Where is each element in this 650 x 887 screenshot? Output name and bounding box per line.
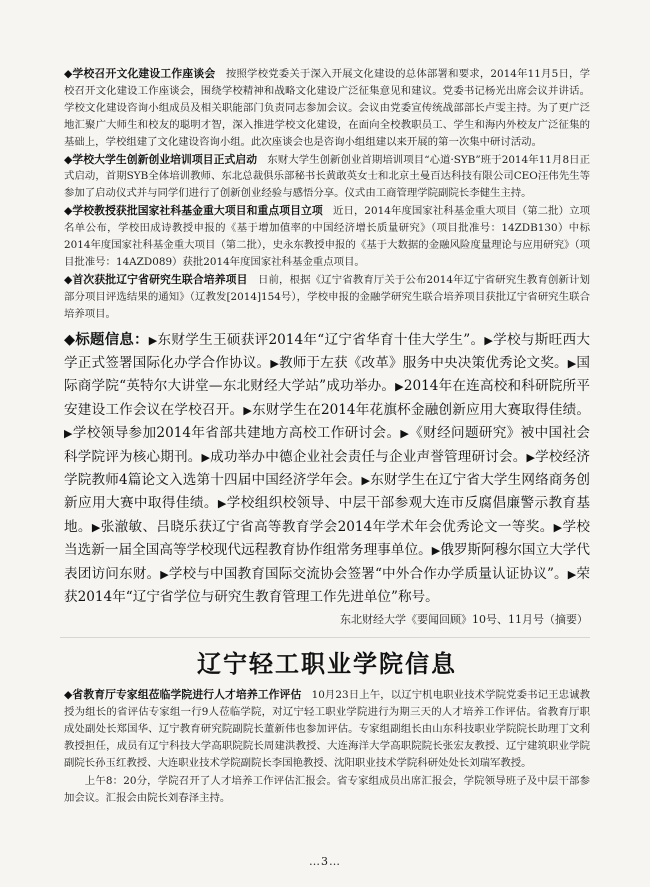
headline-entry: 《财经问题研究》被中国社会科学院评为核心期刊。 [64,425,591,465]
news-item-social-science-fund [64,203,590,271]
headline-arrow-icon: ▶ [567,567,577,581]
headline-arrow-icon: ▶ [160,567,169,581]
headline-entry: 学校组织校领导、中层干部参观大连市反腐倡廉警示教育基地。 [64,495,591,535]
headline-arrow-icon: ▶ [64,427,73,441]
headline-arrow-icon: ▶ [361,474,371,488]
headline-arrow-icon: ▶ [243,403,252,417]
headline-arrow-icon: ▶ [217,497,227,511]
headline-arrow-icon: ▶ [270,357,279,370]
headline-entry: 东财学生王硕获评2014年“辽宁省华育十佳大学生”。 [157,331,485,348]
headline-arrow-icon: ▶ [148,333,158,347]
headline-entry: 学校与中国教育国际交流协会签署“中外合作办学质量认证协议”。 [168,565,568,582]
news-item-evaluation [64,687,590,772]
headline-entry: 教师于左获《改革》服务中央决策优秀论文奖。 [278,355,568,371]
headline-arrow-icon: ▶ [201,450,211,464]
section-title: 辽宁轻工职业学院信息 [197,650,457,679]
headline-entry: 学校经济学院教师4篇论文入选第十四届中国经济学年会。 [64,448,590,489]
news-heading: ◆首次获批辽宁省研究生联合培养项目 [64,272,248,286]
headline-arrow-icon: ▶ [91,520,101,534]
headline-entry: 学校当选新一届全国高等学校现代远程教育协作组常务理事单位。 [64,518,591,559]
news-body: 日前，根据《辽宁省教育厅关于公布2014年辽宁省研究生教育创新计划部分项目评选结果的通知》（辽教发[2014]154号），学校申报的金融学研究生联合培养项目获批辽宁省研究生联合培养项目。 [64,273,590,320]
news-body: 上午8：20分，学院召开了人才培养工作评估汇报会。省专家组成员出席汇报会，学院领导班子及中层干部参加会议。汇报会由院长刘春泽主持。 [64,775,590,804]
page-number: …3… [309,855,341,868]
news-item-culture-forum [64,66,590,151]
headline-entry: 俄罗斯阿穆尔国立大学代表团访问东财。 [64,542,591,582]
headline-arrow-icon: ▶ [395,380,404,394]
headline-entry: 2014年在连高校和科研院所平安建设工作会议在学校召开。 [64,378,590,418]
headline-arrow-icon: ▶ [400,427,410,441]
headline-list [64,332,590,605]
headline-entry: 学校与斯旺西大学正式签署国际化办学合作协议。 [64,331,590,371]
news-heading: ◆省教育厅专家组莅临学院进行人才培养工作评估 [64,688,302,702]
news-heading: ◆学校召开文化建设工作座谈会 [64,67,216,80]
headline-arrow-icon: ▶ [526,450,536,464]
news-heading: ◆学校大学生创新创业培训项目正式启动 [64,152,258,166]
news-body: 10月23日上午，以辽宁机电职业技术学院党委书记王忠诚教授为组长的省评估专家组一行9人莅临学院，对辽宁轻工职业学院进行为期三天的人才培养工作评估。省教育厅职成处副处长郑国华、辽宁教育研究院副院长董新伟也参加评估。专家组副组长由山东科技职业学院院长助理丁文利教授担任，成员有辽宁科技大学高职院院长周建洪教授、大连海洋大学高职院院长张宏友教授、辽宁建筑职业学院副院长孙玉红教授、大连职业技术学院副院长李国艳教授、沈阳职业技术学院科研处处长刘瑞军教授。 [64,689,590,770]
headline-arrow-icon: ▶ [431,544,441,558]
headline-arrow-icon: ▶ [567,357,577,370]
headline-arrow-icon: ▶ [553,520,563,534]
headline-info-block [64,329,590,609]
headline-entry: 成功举办中德企业社会责任与企业声誉管理研讨会。 [210,448,527,465]
news-body: 东财大学生创新创业首期培训项目“心道·SYB”班于2014年11月8日正式启动，首期SYB全体培训教师、东北总裁俱乐部秘书长黄敢英女士和北京土曼百达科技有限公司CEO汪伟先生等参加了启动仪式并与同学们进行了创新创业经验与感悟分享。仪式由工商管理学院副院长李健生主持。 [64,153,590,200]
section-divider [60,637,590,638]
headline-entry: 张澈敏、吕晓乐获辽宁省高等教育学会2014年学术年会优秀论文一等奖。 [100,518,554,535]
headline-entry: 国际商学院“英特尔大讲堂—东北财经大学站”成功举办。 [64,355,590,395]
news-body: 按照学校党委关于深入开展文化建设的总体部署和要求，2014年11月5日，学校召开文化建设工作座谈会，围绕学校精神和战略文化建设广泛征集意见和建议。党委书记杨光出席会议并讲话。学校文化建设咨询小组成员及相关职能部门负责同志参加会议。会议由党委宣传统战部部长卢雯主持。为了更广泛地汇聚广大师生和校友的聪明才智，深入推进学校文化建设，在面向全校教职员工、学生和海内外校友广泛征集的基础上，学校组建了文化建设咨询小组。此次座谈会也是咨询小组组建以来开展的第一次集中研讨活动。 [64,68,590,148]
news-item-graduate-program [64,272,590,323]
headline-entry: 东财学生在2014年花旗杯金融创新应用大赛取得佳绩。 [251,401,591,418]
headline-entry: 荣获2014年“辽宁省学位与研究生教育管理工作先进单位”称号。 [64,565,590,606]
news-item-innovation-training [64,152,590,203]
source-attribution: 东北财经大学《要闻回顾》10号、11月号（摘要） [340,613,588,627]
news-item-report-meeting [64,773,590,807]
news-body: 近日，2014年度国家社科基金重大项目（第二批）立项名单公布，学校田成诗教授申报的《基于增加值率的中国经济增长质量研究》（项目批准号：14ZDB130）中标2014年度国家社科基金重大项目（第二批），史永东教授申报的《基于大数据的金融风险度量理论与应用研究》（项目批准号：14AZD089）获批2014年度国家社科基金重点项目。 [64,205,590,268]
news-heading: ◆学校教授获批国家社科基金重大项目和重点项目立项 [64,204,323,218]
headline-info-label: ◆标题信息： [64,331,149,348]
headline-entry: 东财学生在辽宁省大学生网络商务创新应用大赛中取得佳绩。 [64,472,591,512]
headline-entry: 学校领导参加2014年省部共建地方高校工作研讨会。 [72,425,401,442]
headline-arrow-icon: ▶ [484,333,494,347]
